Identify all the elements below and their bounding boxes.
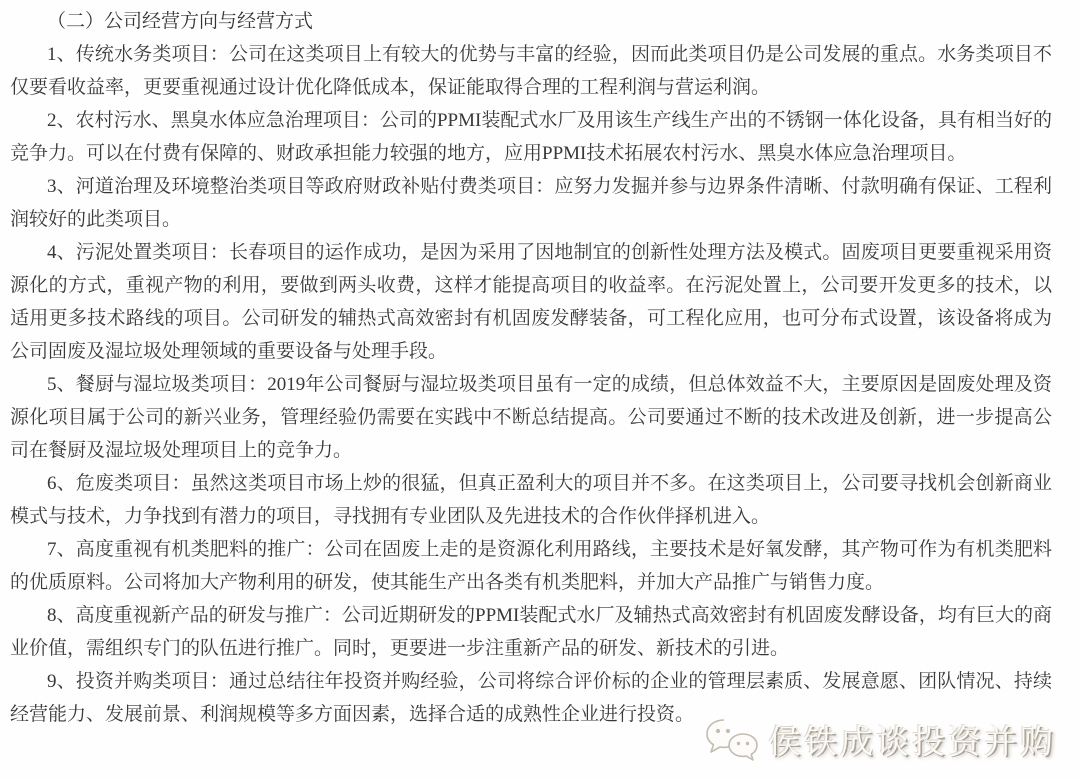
- paragraph-8: 8、高度重视新产品的研发与推广：公司近期研发的PPMI装配式水厂及辅热式高效密封有机固废发酵设备，均有巨大的商业价值，需组织专门的队伍进行推广。同时，更要进一步注重新产品的研发、新技术的引进。: [10, 605, 1052, 659]
- watermark-text: 侯铁成谈投资并购: [768, 723, 1056, 760]
- paragraph-7: 7、高度重视有机类肥料的推广：公司在固废上走的是资源化利用路线，主要技术是好氧发酵，其产物可作为有机类肥料的优质原料。公司将加大产物利用的研发，使其能生产出各类有机类肥料，并加大产品推广与销售力度。: [10, 539, 1052, 593]
- paragraph-1: 1、传统水务类项目：公司在这类项目上有较大的优势与丰富的经验，因而此类项目仍是公司发展的重点。水务类项目不仅要看收益率，更要重视通过设计优化降低成本，保证能取得合理的工程利润与营运利润。: [10, 44, 1052, 98]
- paragraph-6: 6、危废类项目：虽然这类项目市场上炒的很猛，但真正盈利大的项目并不多。在这类项目上，公司要寻找机会创新商业模式与技术，力争找到有潜力的项目，寻找拥有专业团队及先进技术的合作伙伴择机进入。: [10, 473, 1052, 527]
- paragraph-9: 9、投资并购类项目：通过总结往年投资并购经验，公司将综合评价标的企业的管理层素质、发展意愿、团队情况、持续经营能力、发展前景、利润规模等多方面因素，选择合适的成熟性企业进行投资。: [10, 671, 1052, 725]
- section-heading: （二）公司经营方向与经营方式: [47, 11, 314, 32]
- paragraph-4: 4、污泥处置类项目：长春项目的运作成功，是因为采用了因地制宜的创新性处理方法及模式。固废项目更要重视采用资源化的方式，重视产物的利用，要做到两头收费，这样才能提高项目的收益率。在污泥处置上，公司要开发更多的技术，以适用更多技术路线的项目。公司研发的辅热式高效密封有机固废发酵装备，可工程化应用，也可分布式设置，该设备将成为公司固废及湿垃圾处理领域的重要设备与处理手段。: [10, 242, 1052, 362]
- paragraph-2: 2、农村污水、黑臭水体应急治理项目：公司的PPMI装配式水厂及用该生产线生产出的不锈钢一体化设备，具有相当好的竞争力。可以在付费有保障的、财政承担能力较强的地方，应用PPMI技术拓展农村污水、黑臭水体应急治理项目。: [10, 110, 1052, 164]
- paragraph-3: 3、河道治理及环境整治类项目等政府财政补贴付费类项目：应努力发掘并参与边界条件清晰、付款明确有保证、工程利润较好的此类项目。: [10, 176, 1052, 230]
- paragraph-5: 5、餐厨与湿垃圾类项目：2019年公司餐厨与湿垃圾类项目虽有一定的成绩，但总体效益不大，主要原因是固废处理及资源化项目属于公司的新兴业务，管理经验仍需要在实践中不断总结提高。公司要通过不断的技术改进及创新，进一步提高公司在餐厨及湿垃圾处理项目上的竞争力。: [10, 374, 1052, 461]
